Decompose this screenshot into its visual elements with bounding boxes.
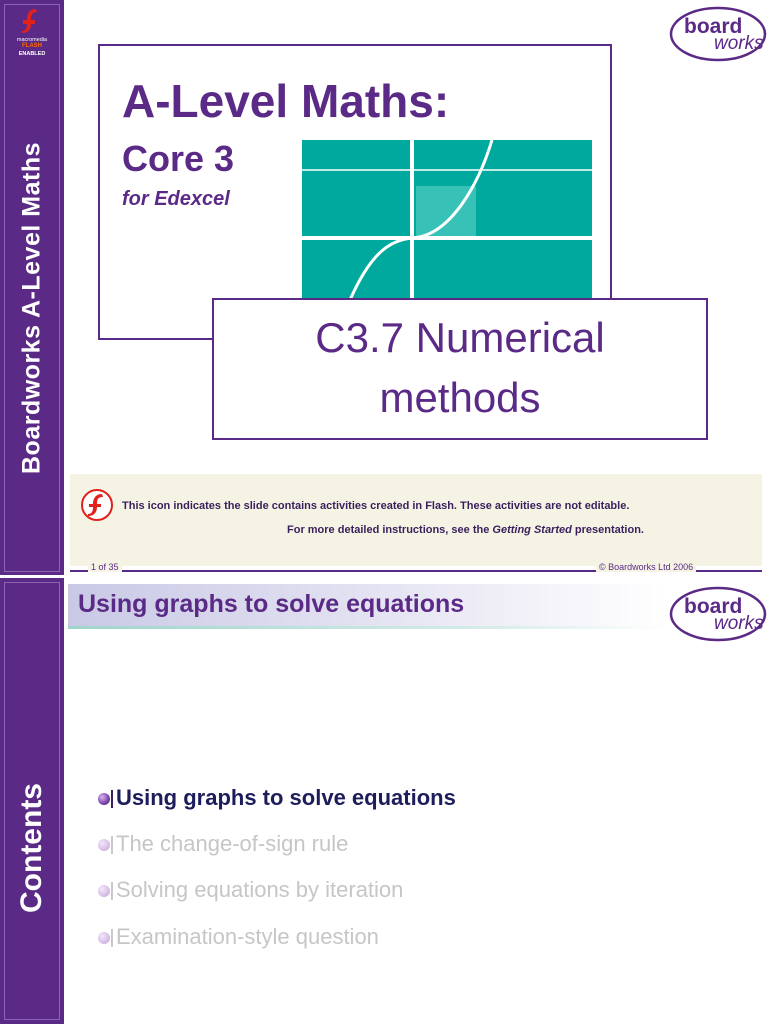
flash-badge-line2: FLASH [22,43,42,49]
menu-item-using-graphs[interactable] [98,783,518,813]
contents-slide [0,578,768,1024]
menu-item-iteration[interactable] [98,875,518,905]
flash-notice-panel [70,474,762,566]
bullet-icon [98,839,110,851]
topic-title-line2: methods [379,374,541,421]
copyright-notice: © Boardworks Ltd 2006 [596,562,696,572]
getting-started-text: For more detailed instructions, see the Getting Started presentation. [287,524,644,536]
menu-item-change-of-sign[interactable] [98,829,518,859]
getting-started-link: Getting Started [492,524,572,536]
flash-badge-line3: ENABLED [18,51,46,57]
logo-word-works: works [714,33,764,54]
logo-word-works: works [714,613,764,634]
topic-title-line1: C3.7 Numerical [315,314,605,361]
flash-f-icon [18,6,46,34]
title-sidebar [0,0,64,576]
exam-board-label: for Edexcel [122,188,230,210]
menu-item-label: Solving equations by iteration [116,877,404,902]
header-underline [68,626,668,629]
flash-enabled-badge [10,6,54,62]
flash-notice-text: This icon indicates the slide contains activities created in Flash. These activities are not editable. [122,500,630,512]
menu-item-exam-question[interactable] [98,922,518,952]
logo-word-board: board [684,15,743,38]
logo-word-board: board [684,595,743,618]
slide-number: 1 of 35 [88,562,122,572]
bullet-icon [98,885,110,897]
boardworks-logo [668,584,768,644]
slide-heading: Using graphs to solve equations [78,590,465,618]
sidebar-title: Boardworks A-Level Maths [17,142,46,474]
flash-icon [80,488,114,522]
bullet-icon [98,793,110,805]
bullet-icon [98,932,110,944]
sidebar-title: Contents [15,783,48,913]
cubic-graph-illustration [302,140,592,300]
page-title: A-Level Maths: [122,75,450,127]
menu-item-label: Examination-style question [116,924,379,949]
flash-badge-line1: macromedia [16,37,48,43]
menu-item-label: Using graphs to solve equations [116,785,456,810]
contents-sidebar [0,578,64,1024]
boardworks-logo [668,4,768,64]
course-subtitle: Core 3 [122,138,235,179]
menu-item-label: The change-of-sign rule [116,831,349,856]
